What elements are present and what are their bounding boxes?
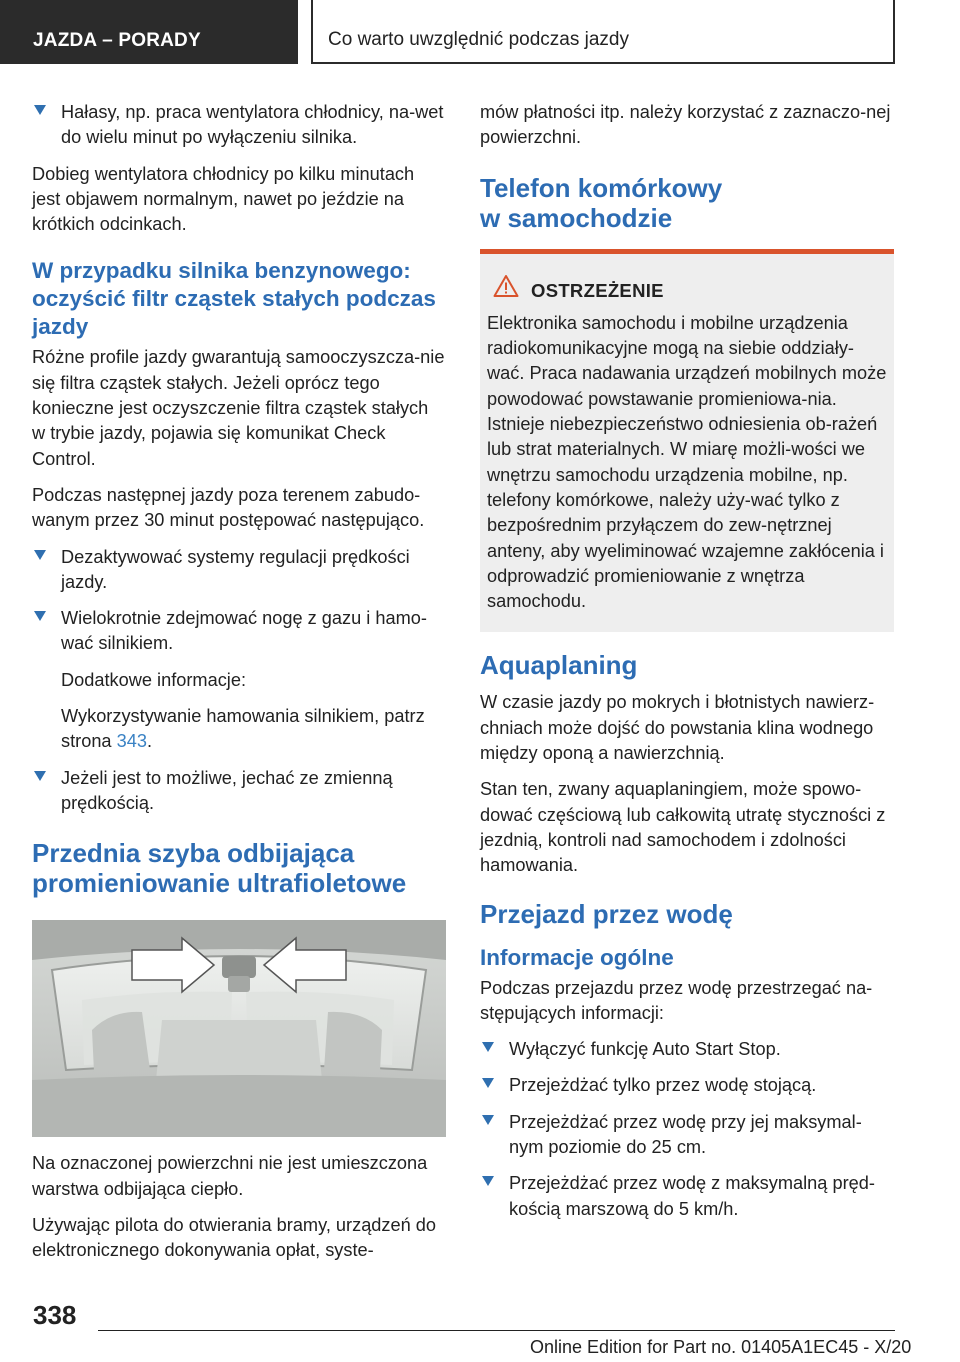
triangle-down-icon: [34, 105, 46, 115]
section-heading: Przednia szyba odbijająca promieniowanie ultrafioletowe: [32, 838, 407, 899]
chapter-title: Co warto uwzględnić podczas jazdy: [311, 0, 895, 64]
section-heading: Przejazd przez wodę: [480, 898, 733, 929]
right-column: [480, 100, 894, 1233]
paragraph: Różne profile jazdy gwarantują samooczyszcza‐nie się filtra cząstek stałych. Jeżeli oprócz tego konieczne jest oczyszczenie filtra cząstek stałych w trybie jazdy, pojawia się komunikat Check Control.: [32, 347, 445, 469]
paragraph: mów płatności itp. należy korzystać z zaznaczo‐nej powierzchni.: [480, 102, 891, 148]
triangle-down-icon: [482, 1042, 494, 1052]
section-heading: Aquaplaning: [480, 650, 638, 681]
paragraph: Na oznaczonej powierzchni nie jest umieszczona warstwa odbijająca ciepło.: [32, 1153, 428, 1199]
edition-info: Online Edition for Part no. 01405A1EC45 - X/20: [530, 1337, 912, 1357]
triangle-down-icon: [482, 1078, 494, 1088]
list-item: Przejeżdżać przez wodę z maksymalną pręd‐kością marszową do 5 km/h.: [480, 1171, 894, 1222]
list-item: Dezaktywować systemy regulacji prędkości jazdy.: [32, 545, 446, 596]
page-header: [0, 0, 960, 66]
subsection-heading: Informacje ogólne: [480, 944, 674, 970]
list-item: Przejeżdżać przez wodę przy jej maksymal‐nym poziomie do 25 cm.: [480, 1110, 894, 1161]
triangle-down-icon: [34, 771, 46, 781]
list-item: Wielokrotnie zdejmować nogę z gazu i hamo‐wać silnikiem.: [32, 606, 446, 657]
paragraph: Podczas przejazdu przez wodę przestrzegać na‐stępujących informacji:: [480, 977, 873, 1023]
paragraph: Stan ten, zwany aquaplaningiem, może spowo‐dować częściową lub całkowitą utratę styczności z jezdnią, kontroli nad samochodem i zdolności hamowania.: [480, 779, 886, 876]
list-item: Przejeżdżać tylko przez wodę stojącą.: [480, 1073, 894, 1098]
info-label: Dodatkowe informacje:: [61, 669, 246, 690]
triangle-down-icon: [482, 1176, 494, 1186]
footer-divider: [98, 1330, 895, 1331]
section-heading: Telefon komórkowy w samochodzie: [480, 172, 723, 233]
section-tab: JAZDA – PORADY: [0, 0, 298, 64]
warning-text: Elektronika samochodu i mobilne urządzenia radiokomunikacyjne mogą na siebie oddziały‐wać. Praca nadawania urządzeń mobilnych może powodować powstawanie promieniowa‐nia. Istnieje niebezpieczeństwo odniesienia ob‐rażeń lub strat materialnych. W miarę możli‐wości we wnętrzu samochodu urządzenia mobilne, np. telefony komórkowe, należy uży‐wać tylko z bezpośrednim przyłączem do zew‐nętrznej anteny, aby wyeliminować wzajemne zakłócenia i odprowadzić promieniowanie z wnętrza samochodu.: [487, 312, 887, 612]
car-interior-image: [32, 920, 446, 1137]
paragraph: Podczas następnej jazdy poza terenem zabudo‐wanym przez 30 minut postępować następująco.: [32, 484, 425, 531]
warning-triangle-icon: [493, 274, 519, 298]
paragraph: Używając pilota do otwierania bramy, urządzeń do elektronicznego dokonywania opłat, syste‐: [32, 1214, 437, 1261]
warning-title: OSTRZEŻENIE: [487, 278, 888, 303]
triangle-down-icon: [482, 1115, 494, 1125]
triangle-down-icon: [34, 611, 46, 621]
triangle-down-icon: [34, 550, 46, 560]
paragraph: Dobieg wentylatora chłodnicy po kilku minutach jest objawem normalnym, nawet po jeździe na krótkich odcinkach.: [32, 163, 415, 235]
paragraph: W czasie jazdy po mokrych i błotnistych nawierz‐chniach może dojść do powstania klina wodnego między oponą a nawierzchnią.: [480, 692, 875, 764]
page-number: 338: [33, 1300, 77, 1330]
cross-reference: Wykorzystywanie hamowania silnikiem, patrz strona 343.: [61, 706, 425, 752]
warning-box: [480, 249, 894, 633]
list-item: Jeżeli jest to możliwe, jechać ze zmienną prędkością.: [32, 766, 446, 817]
windshield-illustration: [32, 920, 446, 1137]
list-item: Wyłączyć funkcję Auto Start Stop.: [480, 1037, 894, 1062]
section-heading: W przypadku silnika benzynowego: oczyścić filtr cząstek stałych podczas jazdy: [32, 258, 436, 340]
list-item: Hałasy, np. praca wentylatora chłodnicy, na‐wet do wielu minut po wyłączeniu silnika.: [32, 100, 446, 151]
left-column: [32, 100, 446, 1274]
page-link[interactable]: 343: [116, 731, 147, 752]
